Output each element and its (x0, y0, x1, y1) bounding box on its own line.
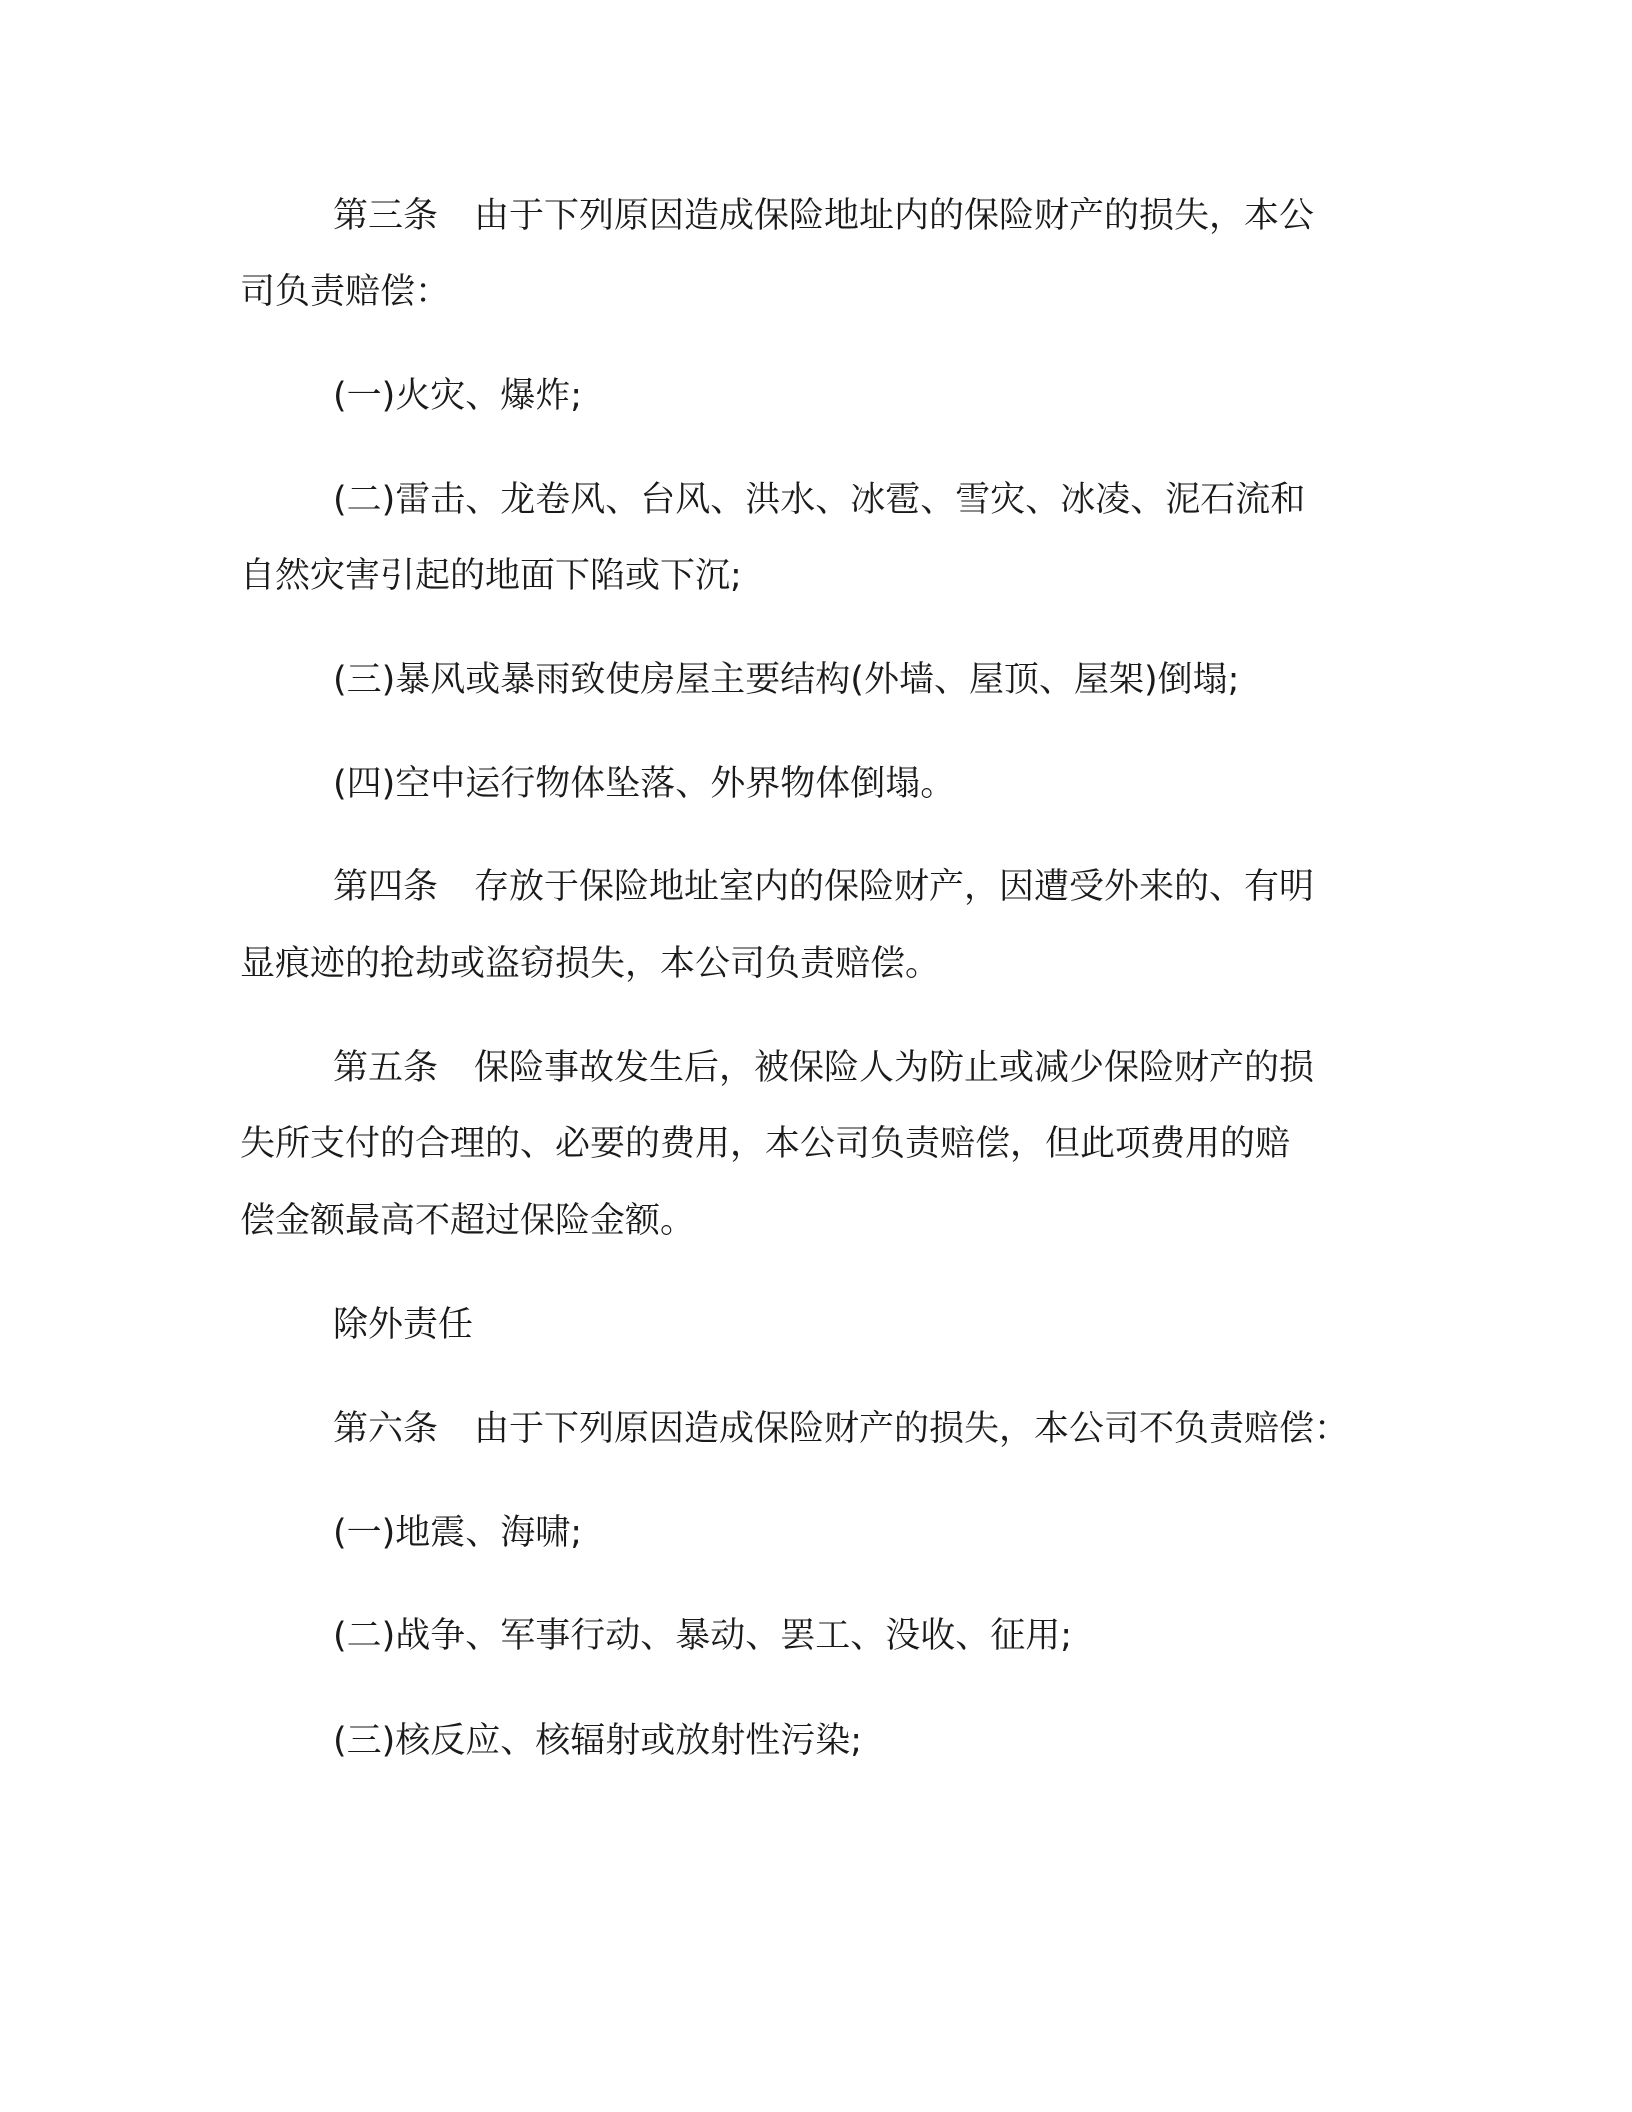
article-6-text-1: 由于下列原因造成保险财产的损失，本公司不负责赔偿： (474, 1409, 1350, 1449)
article-3-item-3: (三)暴风或暴雨致使房屋主要结构(外墙、屋顶、屋架)倒塌; (333, 660, 1240, 700)
article-5-heading: 第五条 (333, 1048, 439, 1088)
article-4-heading: 第四条 (333, 867, 439, 907)
article-3-line-2: 司负责赔偿： (240, 272, 451, 312)
article-3-item-2-cont: 自然灾害引起的地面下陷或下沉; (240, 556, 742, 596)
article-3-item-1: (一)火灾、爆炸; (333, 376, 583, 416)
article-3-line-1 (333, 196, 1314, 236)
article-5-line-2: 失所支付的合理的、必要的费用，本公司负责赔偿，但此项费用的赔 (240, 1124, 1291, 1164)
section-title-exclusions: 除外责任 (333, 1305, 474, 1345)
article-5-text-1: 保险事故发生后，被保险人为防止或减少保险财产的损 (474, 1048, 1315, 1088)
article-6-item-3: (三)核反应、核辐射或放射性污染; (333, 1721, 863, 1761)
article-3-heading: 第三条 (333, 196, 439, 236)
article-3-item-4: (四)空中运行物体坠落、外界物体倒塌。 (333, 764, 956, 804)
article-4-line-1 (333, 867, 1314, 907)
article-6-heading: 第六条 (333, 1409, 439, 1449)
article-6-item-2: (二)战争、军事行动、暴动、罢工、没收、征用; (333, 1616, 1073, 1656)
article-4-text-1: 存放于保险地址室内的保险财产，因遭受外来的、有明 (474, 867, 1315, 907)
article-3-item-2: (二)雷击、龙卷风、台风、洪水、冰雹、雪灾、冰凌、泥石流和 (333, 480, 1306, 520)
article-5-line-1 (333, 1048, 1314, 1088)
article-3-text-1: 由于下列原因造成保险地址内的保险财产的损失，本公 (474, 196, 1315, 236)
article-4-line-2: 显痕迹的抢劫或盗窃损失，本公司负责赔偿。 (240, 944, 941, 984)
article-6-line-1 (333, 1409, 1349, 1449)
article-6-item-1: (一)地震、海啸; (333, 1513, 583, 1553)
article-5-line-3: 偿金额最高不超过保险金额。 (240, 1201, 696, 1241)
